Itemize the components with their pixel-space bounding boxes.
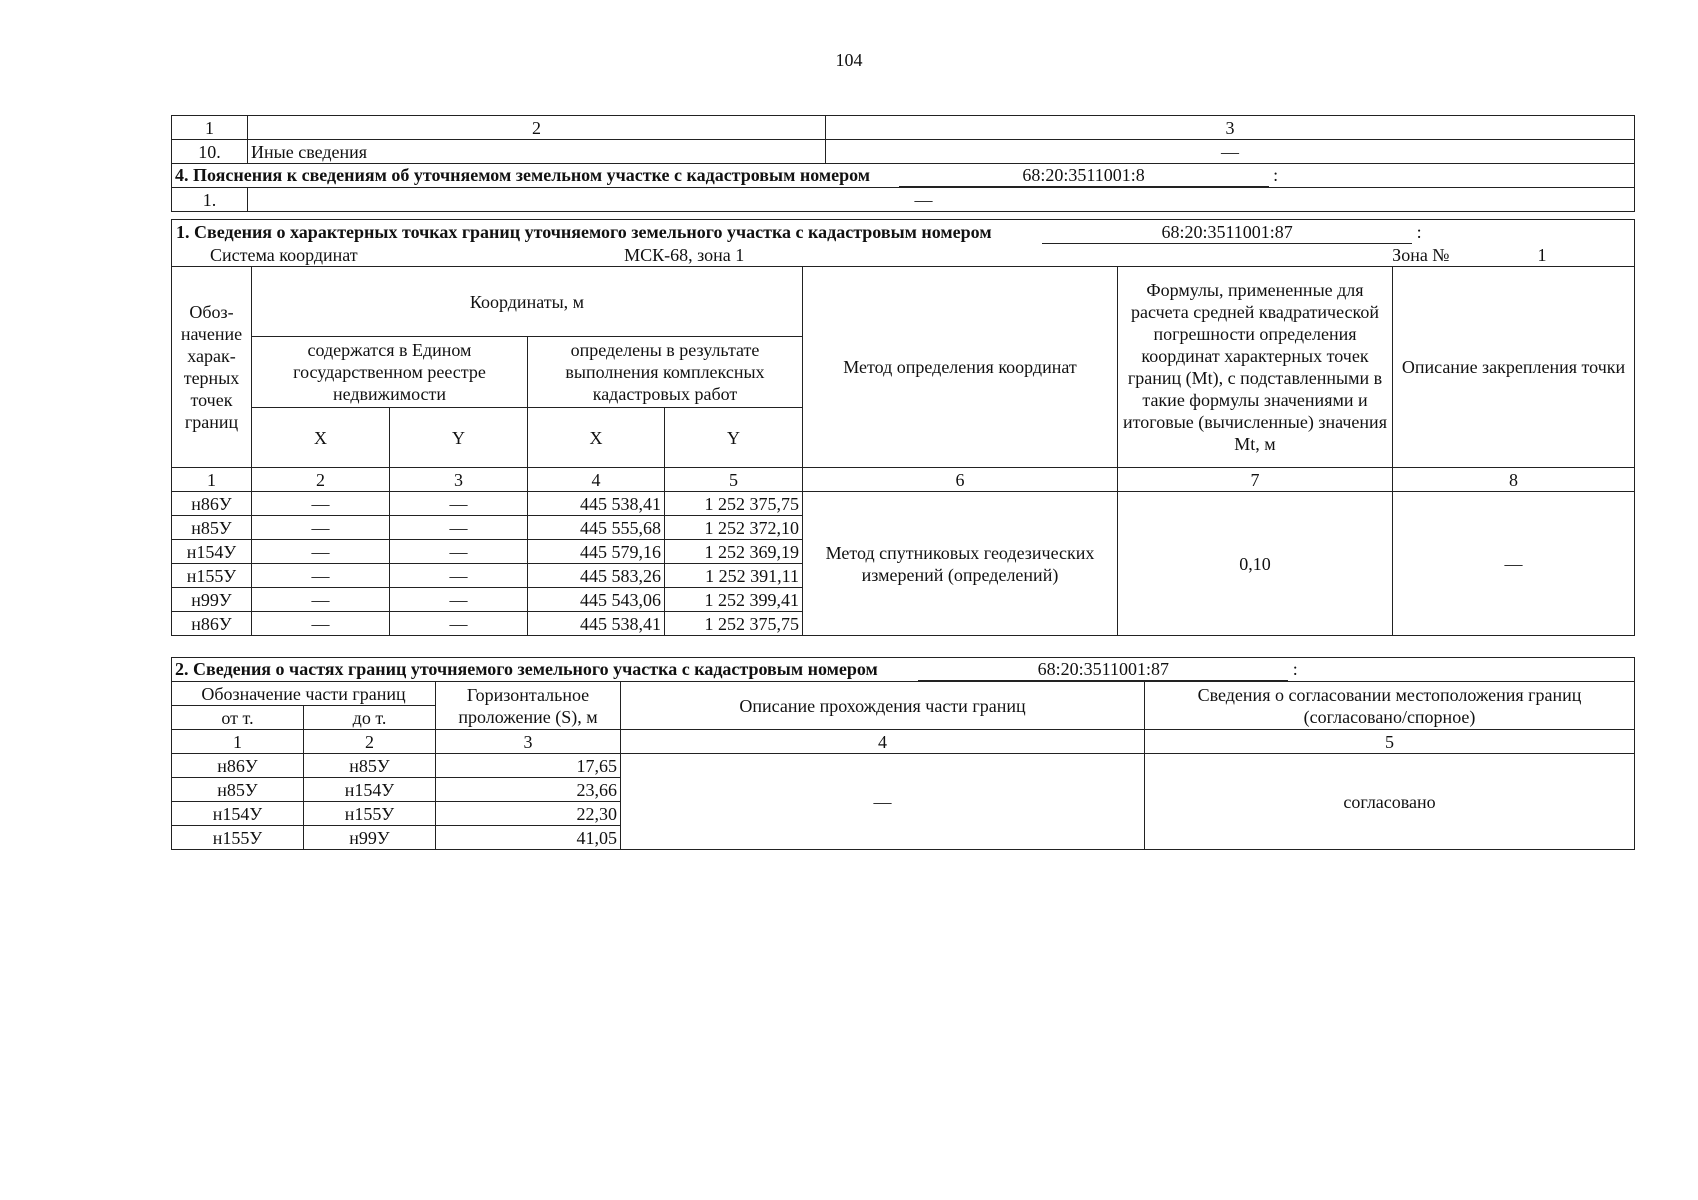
points-table xyxy=(171,219,1635,636)
zone-value: 1 xyxy=(1458,244,1626,267)
part-from: н154У xyxy=(172,802,304,826)
header-description: Описание прохождения части границ xyxy=(621,682,1145,730)
point-x1: — xyxy=(252,612,390,636)
point-x1: — xyxy=(252,492,390,516)
point-y2: 1 252 375,75 xyxy=(665,612,803,636)
section4-title: 4. Пояснения к сведениям об уточняемом земельном участке с кадастровым номером xyxy=(175,165,871,185)
section4-row-num: 1. xyxy=(172,188,248,212)
point-name: н86У xyxy=(172,492,252,516)
point-x2: 445 579,16 xyxy=(528,540,665,564)
parts-col-num: 3 xyxy=(436,730,621,754)
coord-system-label: Система координат xyxy=(210,245,358,265)
point-y2: 1 252 372,10 xyxy=(665,516,803,540)
header-fixing: Описание закрепления точки xyxy=(1393,267,1635,468)
points-header xyxy=(172,220,1635,267)
point-y2: 1 252 391,11 xyxy=(665,564,803,588)
header-x1: X xyxy=(252,408,390,468)
page-number: 104 xyxy=(835,50,863,70)
point-y2: 1 252 399,41 xyxy=(665,588,803,612)
section4-row-value: — xyxy=(248,188,1635,212)
section4-number: 68:20:3511001:8 xyxy=(899,164,1269,187)
point-x2: 445 555,68 xyxy=(528,516,665,540)
parts-col-num: 4 xyxy=(621,730,1145,754)
part-length: 17,65 xyxy=(436,754,621,778)
point-x2: 445 538,41 xyxy=(528,612,665,636)
points-colon: : xyxy=(1416,222,1422,242)
point-x1: — xyxy=(252,588,390,612)
header-in-registry: содержатся в Едином государственном реестре недвижимости xyxy=(252,337,528,408)
part-length: 41,05 xyxy=(436,826,621,850)
points-col-num: 4 xyxy=(528,468,665,492)
part-length: 22,30 xyxy=(436,802,621,826)
point-name: н85У xyxy=(172,516,252,540)
header-y1: Y xyxy=(390,408,528,468)
point-name: н155У xyxy=(172,564,252,588)
point-x1: — xyxy=(252,516,390,540)
part-to: н85У xyxy=(304,754,436,778)
point-y1: — xyxy=(390,540,528,564)
col-num-1: 1 xyxy=(172,116,248,140)
point-y1: — xyxy=(390,516,528,540)
parts-header xyxy=(172,658,1635,682)
points-col-num: 2 xyxy=(252,468,390,492)
table-row xyxy=(172,754,1635,778)
point-name: н86У xyxy=(172,612,252,636)
points-col-num: 1 xyxy=(172,468,252,492)
parts-col-num: 1 xyxy=(172,730,304,754)
points-title: 1. Сведения о характерных точках границ уточняемого земельного участка с кадастровым номером xyxy=(176,222,992,242)
point-name: н154У xyxy=(172,540,252,564)
description-value: — xyxy=(621,754,1145,850)
header-part-designation: Обозначение части границ xyxy=(172,682,436,706)
parts-col-num: 5 xyxy=(1145,730,1635,754)
header-determined: определены в результате выполнения комплексных кадастровых работ xyxy=(528,337,803,408)
point-y1: — xyxy=(390,612,528,636)
fixing-value: — xyxy=(1393,492,1635,636)
row-label: Иные сведения xyxy=(248,140,826,164)
parts-table xyxy=(171,657,1635,850)
col-num-3: 3 xyxy=(826,116,1635,140)
method-value: Метод спутниковых геодезических измерений (определений) xyxy=(803,492,1118,636)
header-designation: Обоз-начение харак-терных точек границ xyxy=(172,267,252,468)
part-to: н154У xyxy=(304,778,436,802)
part-to: н99У xyxy=(304,826,436,850)
part-from: н86У xyxy=(172,754,304,778)
header-coordinates: Координаты, м xyxy=(252,267,803,337)
zone-label: Зона № xyxy=(1392,245,1450,265)
point-y2: 1 252 375,75 xyxy=(665,492,803,516)
header-to: до т. xyxy=(304,706,436,730)
section4-header xyxy=(172,164,1635,188)
point-x2: 445 538,41 xyxy=(528,492,665,516)
header-y2: Y xyxy=(665,408,803,468)
points-col-num: 3 xyxy=(390,468,528,492)
part-length: 23,66 xyxy=(436,778,621,802)
parts-colon: : xyxy=(1292,659,1298,679)
parts-title: 2. Сведения о частях границ уточняемого земельного участка с кадастровым номером xyxy=(175,659,878,679)
header-formulas: Формулы, примененные для расчета средней квадратической погрешности определения координат характерных точек границ (Mt), с подставленными в такие формулы значениями и итоговые (вычисленные) значения Mt, м xyxy=(1118,267,1393,468)
points-col-num: 8 xyxy=(1393,468,1635,492)
point-y1: — xyxy=(390,588,528,612)
parts-cadastral-number: 68:20:3511001:87 xyxy=(918,658,1288,681)
section4-colon: : xyxy=(1273,165,1279,185)
header-length: Горизонтальное проложение (S), м xyxy=(436,682,621,730)
part-to: н155У xyxy=(304,802,436,826)
table-row xyxy=(172,492,1635,516)
point-y2: 1 252 369,19 xyxy=(665,540,803,564)
agreement-value: согласовано xyxy=(1145,754,1635,850)
point-x1: — xyxy=(252,564,390,588)
mt-value: 0,10 xyxy=(1118,492,1393,636)
header-method: Метод определения координат xyxy=(803,267,1118,468)
points-cadastral-number: 68:20:3511001:87 xyxy=(1042,221,1412,244)
part-from: н155У xyxy=(172,826,304,850)
point-x2: 445 583,26 xyxy=(528,564,665,588)
coord-system-value: МСК-68, зона 1 xyxy=(366,244,1002,267)
row-num: 10. xyxy=(172,140,248,164)
header-x2: X xyxy=(528,408,665,468)
point-x2: 445 543,06 xyxy=(528,588,665,612)
point-name: н99У xyxy=(172,588,252,612)
points-col-num: 5 xyxy=(665,468,803,492)
points-col-num: 6 xyxy=(803,468,1118,492)
col-num-2: 2 xyxy=(248,116,826,140)
top-table xyxy=(171,115,1635,212)
header-agreement: Сведения о согласовании местоположения границ (согласовано/спорное) xyxy=(1145,682,1635,730)
header-from: от т. xyxy=(172,706,304,730)
point-y1: — xyxy=(390,564,528,588)
part-from: н85У xyxy=(172,778,304,802)
point-y1: — xyxy=(390,492,528,516)
parts-col-num: 2 xyxy=(304,730,436,754)
row-value: — xyxy=(826,140,1635,164)
point-x1: — xyxy=(252,540,390,564)
points-col-num: 7 xyxy=(1118,468,1393,492)
